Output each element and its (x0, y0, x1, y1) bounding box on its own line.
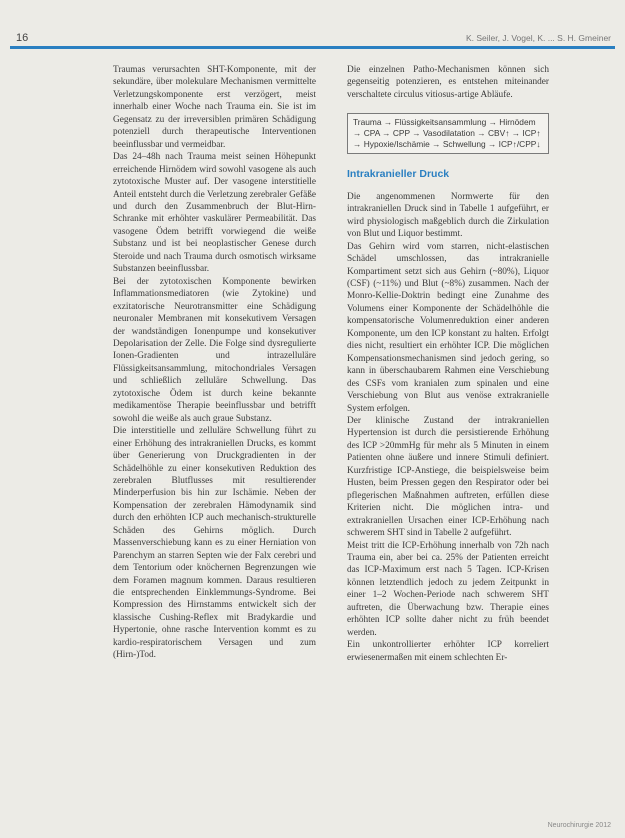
paragraph: Ein unkontrollierter erhöhter ICP korreliert erwiesenermaßen mit einem schlechten Er- (347, 640, 549, 663)
paragraph: Die interstitielle und zelluläre Schwellung führt zu einer Erhöhung des intrakraniellen Drucks, es kommt über Generierung von Druckgradienten in der Schädelhöhle zu einer konsekutiven Reduktion des zerebralen Blutflusses mit resultierender Minderperfusion bis hin zur Ischämie. Neben der Kompensation der zerebralen Hämodynamik sind durch den erhöhten ICP auch mechanisch-strukturelle Schäden des Gehirns möglich. Durch Massenverschiebung kann es zu einer Herniation von Parenchym an starren Septen wie der Falx cerebri und dem Tentorium oder knöchernen Begrenzungen wie dem Foramen magnum kommen. Daraus resultieren die entsprechenden Einklemmungs-Syndrome. Bei Kompression des Hirnstamms entwickelt sich der klassische Cushing-Reflex mit Bradykardie und Hypertonie, ohne rasche Intervention kommt es zu kardio-respiratorischem Versagen und zum (Hirn-)Tod. (113, 426, 316, 661)
paragraph: Das 24–48h nach Trauma meist seinen Höhepunkt erreichende Hirnödem wird sowohl vasogene als auch zytotoxische Muster auf. Der vasogene interstitielle Anteil entsteht durch die Verletzung zerebraler Gefäße und durch den Zusammenbruch der Blut-Hirn-Schranke mit erhöhter vaskulärer Permeabilität. Das vasogene Ödem betrifft vorwiegend die weiße Substanz und ist bei neoplastischer Genese durch Steroide und nach Trauma durch osmotisch wirksame Substanzen beeinflussbar. (113, 152, 316, 275)
paragraph: Der klinische Zustand der intrakraniellen Hypertension ist durch die persistierende Erhöhung des ICP >20mmHg für mehr als 5 Minuten in einem Patienten ohne äußere und innere Stimuli definiert. Kurzfristige ICP-Anstiege, die beispielsweise beim Husten, beim Pressen gegen den Respirator oder bei pflegerischen Maßnahmen auftreten, erfüllen diese Kriterien nicht. Die möglichen intra- und extrakraniellen Ursachen einer ICP-Erhöhung nach schwerem SHT sind in Tabelle 2 aufgeführt. (347, 415, 549, 539)
paragraph: Die angenommenen Normwerte für den intrakraniellen Druck sind in Tabelle 1 aufgeführt, er wird physiologisch maßgeblich durch die Zirkulation von Blut und Liquor bestimmt. (347, 191, 549, 240)
left-column (113, 64, 316, 662)
paragraph: Traumas verursachten SHT-Komponente, mit der sekundäre, über molekulare Mechanismen vermittelte Verletzungskomponente erst verzögert, meist innerhalb einer Woche nach Trauma ein. Sie ist im Gegensatz zu der irreversiblen primären Schädigung potenziell durch therapeutische Interventionen beeinflussbar und vermeidbar. (113, 65, 316, 150)
right-column (347, 64, 549, 664)
paragraph: Die einzelnen Patho-Mechanismen können sich gegenseitig potenzieren, es entstehen miteinander verschaltete circulus vitiosus-artige Abläufe. (347, 65, 549, 100)
paragraph: Bei der zytotoxischen Komponente bewirken Inflammationsmediatoren (wie Zytokine) und exzitatorische Neurotransmitter eine Schädigung neuronaler Membranen mit konsekutivem Versagen der wandständigen Ionenpumpe und konsekutiver Depolarisation der Zelle. Die Folge sind dysregulierte Ionen-Gradienten und intrazelluläre Flüssigkeitsansammlung, mitochondriales Versagen und schließlich zelluläre Schwellung. Das zytotoxische Ödem ist durch keine bekannte medikamentöse Therapie beeinflussbar und betrifft sowohl die weiße als auch graue Substanz. (113, 276, 316, 424)
header-rule (10, 46, 615, 49)
paragraph: Meist tritt die ICP-Erhöhung innerhalb von 72h nach Trauma ein, aber bei ca. 25% der Patienten erreicht das ICP-Maximum erst nach 5 Tagen. ICP-Krisen können letztendlich jedoch zu jedem Zeitpunkt in einer 1–2 Wochen-Periode nach schwerem SHT auftreten, die Überwachung bzw. Therapie eines erhöhten ICP sollte daher nicht zu früh beendet werden. (347, 540, 549, 638)
pathomechanism-box: Trauma → Flüssigkeitsansammlung → Hirnödem → CPA → CPP → Vasodilatation → CBV↑ → ICP↑ → Hypoxie/Ischämie → Schwellung → ICP↑/CPP↓ (347, 113, 549, 154)
running-header-authors: K. Seiler, J. Vogel, K. ... S. H. Gmeiner (465, 33, 611, 43)
paragraph: Das Gehirn wird vom starren, nicht-elastischen Schädel umschlossen, das intrakranielle Kompartiment setzt sich aus Gehirn (~80%), Liquor (CSF) (~11%) und Blut (~8%) zusammen. Nach der Monro-Kellie-Doktrin bedingt eine Zunahme des Volumens einer Komponente der Schädelhöhle die kompensatorische Volumenreduktion einer anderen Komponente, um den ICP konstant zu halten. Erfolgt dies nicht, resultiert ein erhöhter ICP. Die möglichen Kompensationsmechanismen sind jedoch gering, so kann in überschaubarem Rahmen eine Verschiebung des CSFs vom kranialen zum spinalen und eine Verschiebung von Blut aus venöse extrakranielle System erfolgen. (347, 241, 549, 414)
page-number: 16 (16, 32, 29, 44)
section-title: Intrakranieller Druck (347, 168, 450, 181)
page-footer: Neurochirurgie 2012 (547, 822, 611, 829)
